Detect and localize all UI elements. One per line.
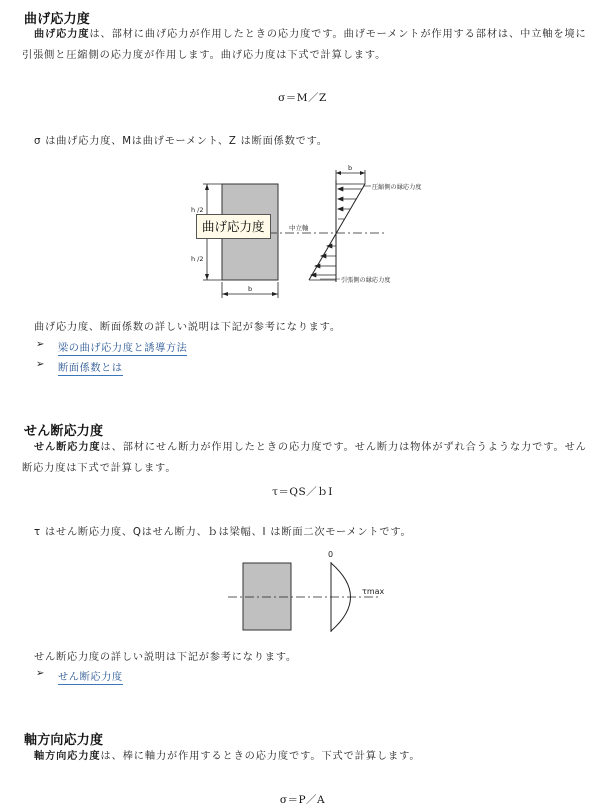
neutral-axis-label: 中立軸 <box>289 224 309 232</box>
h2-top-label: h /2 <box>191 206 204 214</box>
section-heading-shear: せん断応力度 <box>24 424 104 439</box>
bending-paragraph-text: は、部材に曲げ応力が作用したときの応力度です。曲げモーメントが作用する部材は、中立軸を境に引張側と圧縮側の応力度が作用します。曲げ応力度は下式で計算します。 <box>22 29 587 61</box>
bending-reference-text: 曲げ応力度、断面係数の詳しい説明は下記が参考になります。 <box>34 322 341 333</box>
shear-cross-section <box>243 563 291 630</box>
tau-max-label: τmax <box>362 587 385 596</box>
shear-zero-label: 0 <box>328 550 334 559</box>
axial-term: 軸方向応力度 <box>34 751 101 762</box>
compression-label: 圧縮側の縁応力度 <box>372 184 422 191</box>
axial-paragraph <box>22 746 597 767</box>
axial-paragraph-text: は、棒に軸力が作用するときの応力度です。下式で計算します。 <box>100 751 421 762</box>
section-heading-axial: 軸方向応力度 <box>24 733 104 748</box>
shear-explanation: τ はせん断応力度、Qはせん断力、ｂは梁幅、I は断面二次モーメントです。 <box>34 527 412 538</box>
bending-paragraph <box>22 24 597 66</box>
b-bottom-label: b <box>248 285 253 293</box>
link-bullet-icon: ➢ <box>36 339 45 350</box>
shear-term: せん断応力度 <box>34 442 101 453</box>
section-heading-bending: 曲げ応力度 <box>24 12 91 27</box>
b-top-label: b <box>348 164 353 172</box>
tension-arrows <box>311 244 336 277</box>
shear-paragraph <box>22 437 597 479</box>
tooltip-bending-stress: 曲げ応力度 <box>196 214 271 239</box>
tension-label: 引張側の縁応力度 <box>341 277 391 284</box>
link-shear-stress[interactable]: せん断応力度 <box>58 668 123 685</box>
shear-paragraph-text: は、部材にせん断力が作用したときの応力度です。せん断力は物体がずれ合うような力です。せん断応力度は下式で計算します。 <box>22 442 587 474</box>
bending-term: 曲げ応力度 <box>34 29 90 40</box>
shear-stress-diagram <box>0 545 605 640</box>
bending-explanation: σ は曲げ応力度、Mは曲げモーメント、Z は断面係数です。 <box>34 136 328 147</box>
h2-bottom-label: h /2 <box>191 255 204 263</box>
link-bullet-icon: ➢ <box>36 668 45 679</box>
bending-stress-diagram <box>0 150 605 310</box>
link-beam-bending-derivation[interactable]: 梁の曲げ応力度と誘導方法 <box>58 339 187 356</box>
compression-arrows <box>338 187 362 219</box>
link-bullet-icon: ➢ <box>36 359 45 370</box>
axial-formula: σ＝P／A <box>279 794 326 806</box>
shear-formula: τ＝QS／ｂI <box>272 486 333 498</box>
shear-reference-text: せん断応力度の詳しい説明は下記が参考になります。 <box>34 652 297 663</box>
link-section-modulus[interactable]: 断面係数とは <box>58 359 123 376</box>
bending-formula: σ＝M／Z <box>278 92 327 104</box>
